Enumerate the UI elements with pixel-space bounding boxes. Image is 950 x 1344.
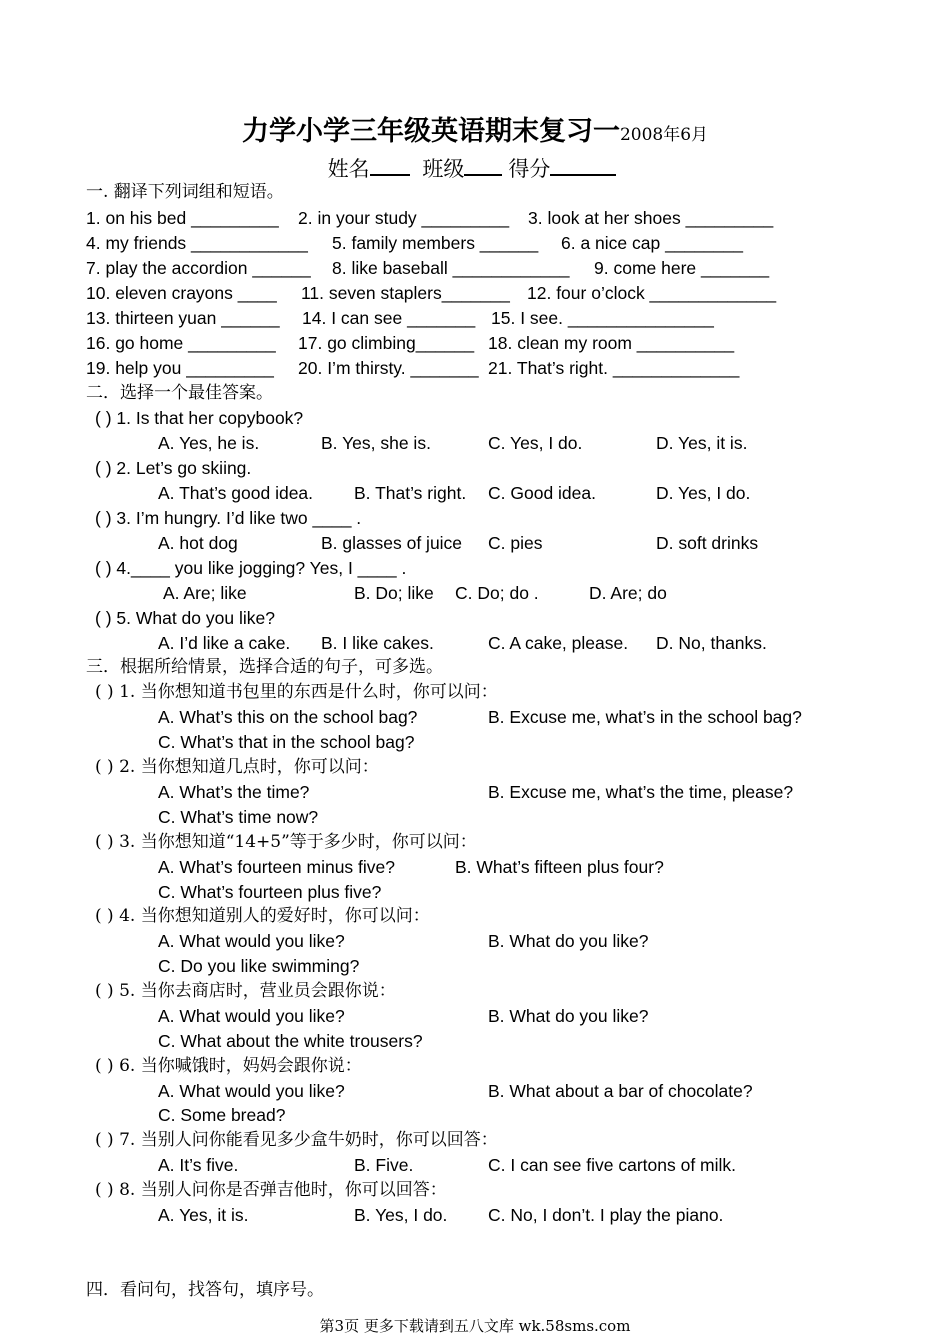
- phrase-item: 8. like baseball ____________: [332, 258, 570, 278]
- option: B. Yes, she is.: [321, 433, 431, 453]
- page-title: [0, 114, 950, 153]
- question: ( ) 8. 当别人问你是否弹吉他时，你可以回答：: [95, 1180, 447, 1200]
- option: A. What’s fourteen minus five?: [158, 857, 396, 877]
- question: ( ) 4. 当你想知道别人的爱好时，你可以问：: [95, 906, 430, 926]
- question: ( ) 1. 当你想知道书包里的东西是什么时，你可以问：: [95, 682, 498, 702]
- student-info: [0, 154, 950, 183]
- option: B. What’s fifteen plus four?: [455, 857, 664, 877]
- option: B. Five.: [354, 1155, 414, 1175]
- phrase-item: 6. a nice cap ________: [561, 233, 743, 253]
- question: ( ) 1. Is that her copybook?: [95, 408, 304, 428]
- option: D. No, thanks.: [656, 633, 767, 653]
- phrase-item: 9. come here _______: [594, 258, 770, 278]
- phrase-item: 14. I can see _______: [302, 308, 476, 328]
- phrase-item: 18. clean my room __________: [488, 333, 735, 353]
- option: B. That’s right.: [354, 483, 467, 503]
- phrase-item: 3. look at her shoes _________: [528, 208, 774, 228]
- phrase-item: 10. eleven crayons ____: [86, 283, 277, 303]
- option: A. Yes, he is.: [158, 433, 260, 453]
- phrase-item: 11. seven staplers_______: [301, 283, 510, 303]
- question: ( ) 2. 当你想知道几点时，你可以问：: [95, 757, 379, 777]
- option: A. What’s this on the school bag?: [158, 707, 418, 727]
- question: ( ) 5. What do you like?: [95, 608, 275, 628]
- name-blank[interactable]: [370, 154, 410, 176]
- option: D. Yes, I do.: [656, 483, 751, 503]
- title-date: 2008年6月: [619, 125, 709, 145]
- option: A. It’s five.: [158, 1155, 239, 1175]
- option: C. What about the white trousers?: [158, 1031, 423, 1051]
- score-label: 得分: [508, 157, 551, 181]
- option: C. pies: [488, 533, 543, 553]
- option: A. I’d like a cake.: [158, 633, 291, 653]
- class-label: 班级: [422, 157, 465, 181]
- option: A. Yes, it is.: [158, 1205, 249, 1225]
- option: C. No, I don’t. I play the piano.: [488, 1205, 724, 1225]
- question: ( ) 2. Let’s go skiing.: [95, 458, 252, 478]
- phrase-item: 1. on his bed _________: [86, 208, 279, 228]
- option: B. What do you like?: [488, 1006, 649, 1026]
- option: A. What would you like?: [158, 1081, 345, 1101]
- question: ( ) 3. 当你想知道“14+5”等于多少时，你可以问：: [95, 832, 477, 852]
- option: D. soft drinks: [656, 533, 759, 553]
- page-footer: 第3页 更多下载请到五八文库 wk.58sms.com: [319, 1317, 631, 1335]
- question: ( ) 3. I’m hungry. I’d like two ____ .: [95, 508, 362, 528]
- option: A. What would you like?: [158, 931, 345, 951]
- option: A. hot dog: [158, 533, 238, 553]
- option: C. I can see five cartons of milk.: [488, 1155, 737, 1175]
- phrase-item: 4. my friends ____________: [86, 233, 308, 253]
- option: C. A cake, please.: [488, 633, 629, 653]
- option: C. Some bread?: [158, 1105, 286, 1125]
- option: B. glasses of juice: [321, 533, 463, 553]
- phrase-item: 19. help you _________: [86, 358, 274, 378]
- option: A. Are; like: [163, 583, 247, 603]
- option: B. I like cakes.: [321, 633, 434, 653]
- option: B. Excuse me, what’s in the school bag?: [488, 707, 802, 727]
- phrase-item: 16. go home _________: [86, 333, 276, 353]
- option: A. What’s the time?: [158, 782, 310, 802]
- section-3-heading: 三．根据所给情景，选择合适的句子，可多选。: [86, 657, 443, 677]
- phrase-item: 21. That’s right. _____________: [488, 358, 740, 378]
- section-2-heading: 二．选择一个最佳答案。: [86, 383, 273, 403]
- phrase-item: 2. in your study _________: [298, 208, 510, 228]
- option: B. Yes, I do.: [354, 1205, 448, 1225]
- option: C. What’s fourteen plus five?: [158, 882, 382, 902]
- section-4-heading: 四．看问句，找答句，填序号。: [86, 1280, 324, 1300]
- title-main: 力学小学三年级英语期末复习一: [241, 116, 620, 147]
- section-1-heading: 一. 翻译下列词组和短语。: [86, 182, 284, 202]
- option: C. What’s that in the school bag?: [158, 732, 415, 752]
- phrase-item: 13. thirteen yuan ______: [86, 308, 280, 328]
- option: C. What’s time now?: [158, 807, 319, 827]
- phrase-item: 12. four o’clock _____________: [527, 283, 777, 303]
- option: D. Yes, it is.: [656, 433, 748, 453]
- option: C. Do you like swimming?: [158, 956, 360, 976]
- question: ( ) 4.____ you like jogging? Yes, I ____ .: [95, 558, 407, 578]
- option: C. Good idea.: [488, 483, 596, 503]
- phrase-item: 7. play the accordion ______: [86, 258, 311, 278]
- phrase-item: 20. I’m thirsty. _______: [298, 358, 479, 378]
- option: A. That’s good idea.: [158, 483, 314, 503]
- option: C. Yes, I do.: [488, 433, 583, 453]
- option: D. Are; do: [589, 583, 667, 603]
- option: B. What about a bar of chocolate?: [488, 1081, 753, 1101]
- question: ( ) 6. 当你喊饿时，妈妈会跟你说：: [95, 1056, 362, 1076]
- option: B. Excuse me, what’s the time, please?: [488, 782, 794, 802]
- score-blank[interactable]: [550, 154, 616, 176]
- question: ( ) 5. 当你去商店时，营业员会跟你说：: [95, 981, 396, 1001]
- phrase-item: 15. I see. _______________: [491, 308, 714, 328]
- option: B. Do; like: [354, 583, 434, 603]
- phrase-item: 17. go climbing______: [298, 333, 475, 353]
- option: B. What do you like?: [488, 931, 649, 951]
- phrase-item: 5. family members ______: [332, 233, 539, 253]
- option: A. What would you like?: [158, 1006, 345, 1026]
- option: C. Do; do .: [455, 583, 539, 603]
- name-label: 姓名: [327, 157, 370, 181]
- question: ( ) 7. 当别人问你能看见多少盒牛奶时，你可以回答：: [95, 1130, 498, 1150]
- class-blank[interactable]: [464, 154, 502, 176]
